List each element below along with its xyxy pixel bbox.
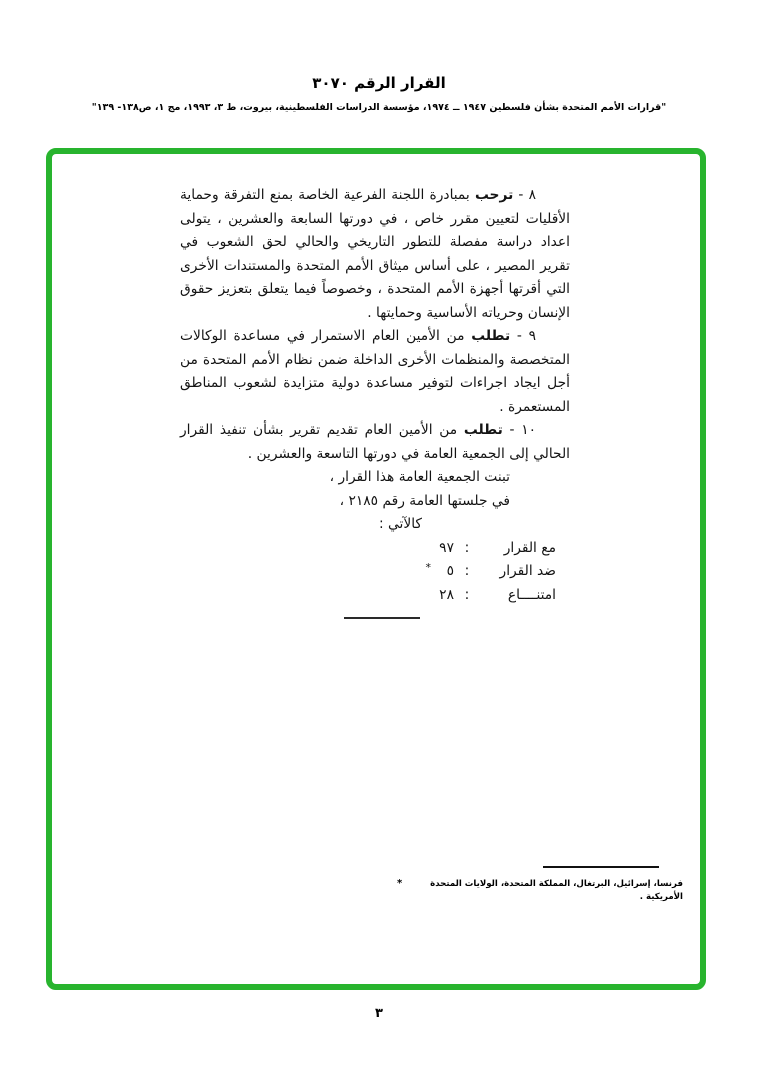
vote-for-count: ٩٧ [439,539,454,556]
paragraph-9-keyword: تطلب [471,328,511,344]
vote-for-colon: : [464,539,470,556]
document-border [46,148,706,990]
vote-against-count: ٥ [446,563,454,579]
vote-against-label: ضد القرار [499,563,556,579]
paragraph-10-number: ١٠ - [502,422,537,438]
footnote-separator-rule [543,866,659,868]
resolution-text-block [180,184,570,619]
paragraph-9 [180,325,570,419]
footnote [397,878,683,904]
paragraph-10-keyword: تطلب [463,422,503,438]
vote-against-footnote-marker: * [425,561,431,574]
vote-against-colon: : [464,563,470,579]
footnote-asterisk: * [397,878,403,889]
vote-for-label: مع القرار [503,539,556,556]
paragraph-9-body: من الأمين العام الاستمرار في مساعدة الوكالات المتخصصة والمنظمات الأخرى الداخلة ضمن نظام الأمم المتحدة من أجل ايجاد اجراءات لتوفير مساعدة دولية متزايدة لشعوب المناطق المستعمرة . [180,328,570,415]
votes-divider-rule [344,617,420,619]
page-title: القرار الرقم ٣٠٧٠ [312,74,446,92]
vote-row-for [180,537,556,561]
paragraph-8-body: بمبادرة اللجنة الفرعية الخاصة بمنع التفرقة وحماية الأقليات لتعيين مقرر خاص ، في دورتها السابعة والعشرين ، يتولى اعداد دراسة مفصلة للتطور التاريخي والحالي لحق الشعوب في تقرير المصير ، على أساس ميثاق الأمم المتحدة والمستندات الأخرى التي أقرتها أجهزة الأمم المتحدة ، وخصوصاً فيما يتعلق بتعزيز حقوق الإنسان وحرياته الأساسية وحمايتها . [180,187,570,321]
adoption-line-1: تبنت الجمعية العامة هذا القرار ، [329,469,510,485]
vote-row-against [180,560,556,584]
paragraph-8-keyword: ترحب [474,187,514,203]
paragraph-10-body: من الأمين العام تقديم تقرير بشأن تنفيذ القرار الحالي إلى الجمعية العامة في دورتها التاسعة والعشرين . [180,422,570,462]
paragraph-10 [180,419,570,466]
page-number: ٣ [375,1006,383,1021]
paragraph-9-number: ٩ - [510,328,537,344]
adoption-line-3: كالآتي : [378,516,422,532]
footnote-text: فرنسا، إسرائيل، البرتغال، المملكة المتحدة، الولايات المتحدة الأمريكية . [430,879,683,902]
vote-abstain-colon: : [464,586,470,603]
vote-abstain-count: ٢٨ [439,586,454,603]
vote-row-abstain [180,584,556,608]
paragraph-8 [180,184,570,325]
adoption-line-2: في جلستها العامة رقم ٢١٨٥ ، [339,492,510,509]
paragraph-8-number: ٨ - [513,187,537,203]
vote-abstain-label: امتنــــاع [507,586,556,603]
source-citation: "قرارات الأمم المتحدة بشأن فلسطين ١٩٤٧ ــ ١٩٧٤، مؤسسة الدراسات الفلسطينية، بيروت، ط ٣، ١٩٩٣، مج ١، ص١٣٨- ١٣٩" [91,102,667,113]
